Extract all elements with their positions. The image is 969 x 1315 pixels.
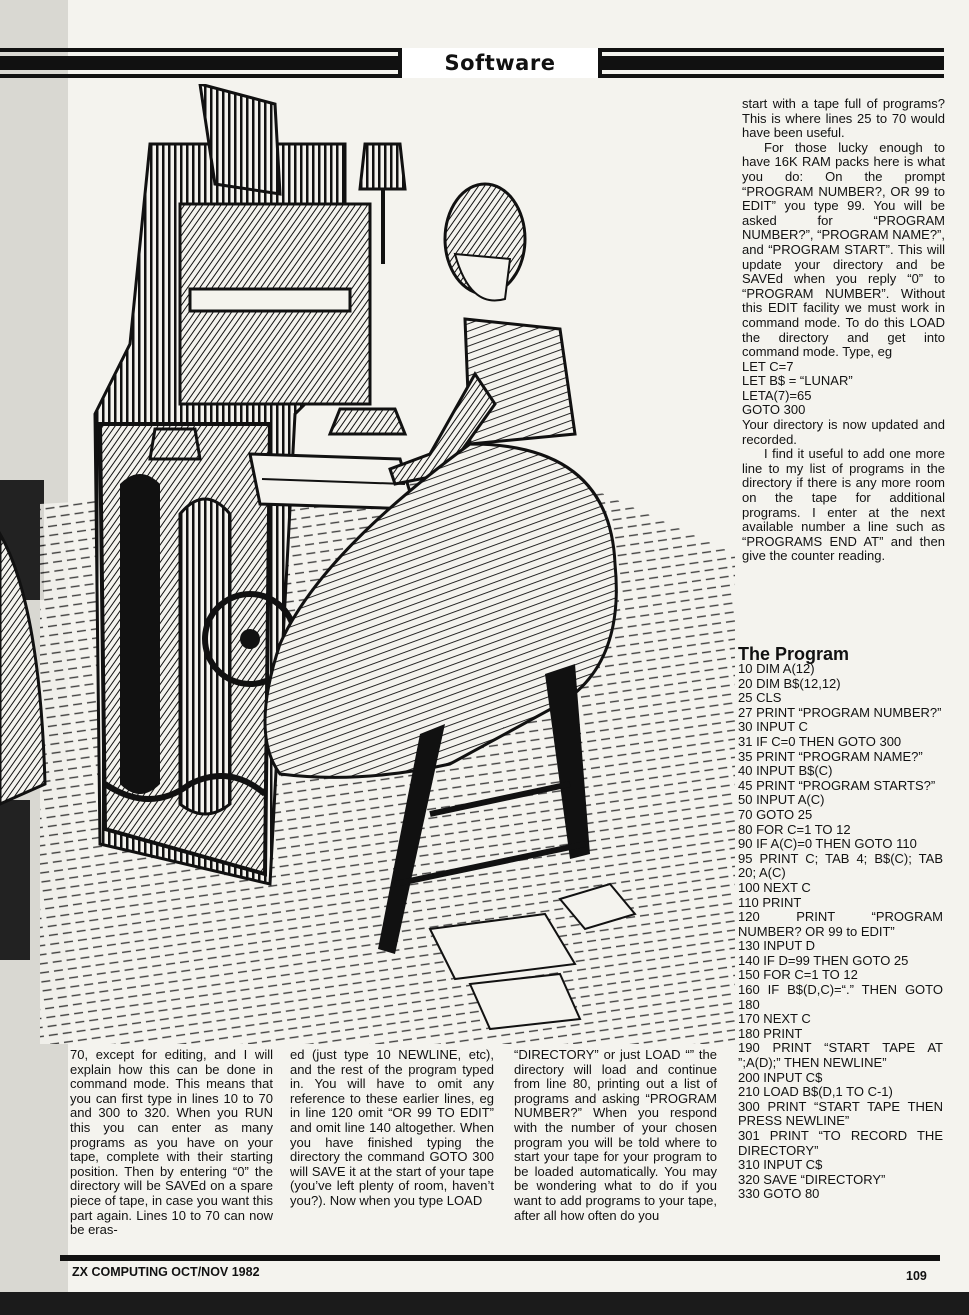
code-line: 30 INPUT C [738,719,808,735]
paragraph: For those lucky enough to have 16K RAM packs here is what you do: On the prompt “PROGRAM NUMBER?, OR 99 to EDIT” you type 99. You will be asked for “PROGRAM NUMBER?”, “PROGRAM NAME?”, and “PROGRAM START”. This will update your directory and be SAVEd when you reply “0” to “PROGRAM NUMBER”. Without this EDIT facility we must work in command mode. To do this LOAD the directory and get into command mode. Type, eg [742,139,945,360]
code-line: LET B$ = “LUNAR” [742,373,853,389]
right-column-text [742,97,945,564]
code-line: 320 SAVE “DIRECTORY” [738,1171,886,1187]
code-line: 70 GOTO 25 [738,806,813,822]
body-column-3 [514,1048,717,1223]
body-column-1 [70,1048,273,1238]
footer-rule [60,1255,940,1261]
code-line: 210 LOAD B$(D,1 TO C-1) [738,1084,893,1100]
paragraph: Your directory is now updated and recorded. [742,417,945,447]
code-line: 310 INPUT C$ [738,1157,823,1173]
code-line: 35 PRINT “PROGRAM NAME?” [738,748,923,764]
code-line: 45 PRINT “PROGRAM STARTS?” [738,777,936,793]
code-line: 25 CLS [738,690,782,706]
code-line: 301 PRINT “TO RECORD THE DIRECTORY” [738,1128,947,1158]
code-line: 100 NEXT C [738,879,811,895]
code-line: 160 IF B$(D,C)=“.” THEN GOTO 180 [738,982,947,1012]
scan-edge [0,1292,969,1315]
code-line: LETA(7)=65 [742,387,812,403]
code-line: 40 INPUT B$(C) [738,763,833,779]
code-line: 10 DIM A(12) [738,661,815,676]
code-line: 170 NEXT C [738,1011,811,1027]
paragraph: I find it useful to add one more line to my list of programs in the directory if there is any more room on the tape for additional programs. I enter at the next available number a line such as “PROGRAMS END AT” and then give the counter reading. [742,446,945,564]
code-line: 190 PRINT “START TAPE AT ”;A(D);” THEN NEWLINE” [738,1040,947,1071]
code-line: 150 FOR C=1 TO 12 [738,967,858,983]
code-line: 31 IF C=0 THEN GOTO 300 [738,733,902,749]
publication-line: ZX COMPUTING OCT/NOV 1982 [72,1265,260,1279]
program-heading: The Program [738,643,850,664]
code-line: 120 PRINT “PROGRAM NUMBER? OR 99 to EDIT” [738,909,947,939]
code-line: 50 INPUT A(C) [738,792,825,808]
paragraph: 70, except for editing, and I will explain how this can be done in command mode. This means that you can first type in lines 10 to 70 and 300 to 320. When you RUN this you can enter as many programs as you have on your tape, complete with their starting position. Then by entering “0” the directory will be SAVEd on a spare piece of tape, in case you want this part again. Lines 10 to 70 can now be eras- [70,1047,273,1238]
paragraph: ed (just type 10 NEWLINE, etc), and the rest of the program typed in. You will have to omit any reference to these earlier lines, eg in line 120 omit “OR 99 TO EDIT” and omit line 140 altogether. When you have finished typing the directory the command GOTO 300 will SAVE it at the start of your tape (you’ve left plenty of room, haven’t you?). Now when you type LOAD [290,1047,494,1208]
code-line: 140 IF D=99 THEN GOTO 25 [738,952,909,968]
code-line: 130 INPUT D [738,938,816,954]
page-number: 109 [906,1269,927,1283]
code-line: 27 PRINT “PROGRAM NUMBER?” [738,704,942,720]
code-line: 300 PRINT “START TAPE THEN PRESS NEWLINE” [738,1098,947,1129]
code-line: 90 IF A(C)=0 THEN GOTO 110 [738,836,917,852]
code-line: 200 INPUT C$ [738,1069,823,1085]
engraving-illustration [0,84,735,1044]
code-line: 80 FOR C=1 TO 12 [738,821,851,837]
code-line: 110 PRINT [738,894,802,910]
code-line: 330 GOTO 80 [738,1186,820,1202]
code-line: 20 DIM B$(12,12) [738,675,841,691]
code-line: GOTO 300 [742,402,806,418]
code-line: LET C=7 [742,358,794,374]
section-header [0,48,944,78]
code-line: 95 PRINT C; TAB 4; B$(C); TAB 20; A(C) [738,850,947,881]
section-title: Software [398,48,602,78]
paragraph: start with a tape full of programs? This is where lines 25 to 70 would have been useful. [742,96,945,141]
program-listing [738,661,947,1202]
body-column-2 [290,1048,494,1209]
paragraph: “DIRECTORY” or just LOAD “” the directory will load and continue from line 80, printing out a list of programs and asking “PROGRAM NUMBER?” When you respond with the number of your chosen program you will be told where to start your tape for your program to be loaded automatically. You may be wondering what to do if you want to add programs to your tape, after all how often do you [514,1047,717,1223]
code-line: 180 PRINT [738,1025,803,1041]
